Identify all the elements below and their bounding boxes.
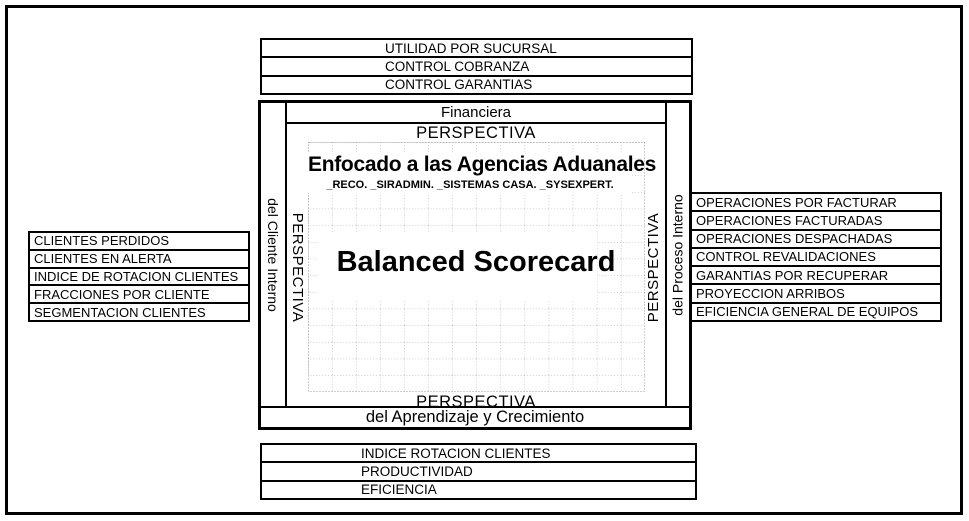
list-item-label: SEGMENTACION CLIENTES	[34, 304, 206, 320]
list-item-label: EFICIENCIA GENERAL DE EQUIPOS	[696, 304, 919, 320]
list-item-label: EFICIENCIA	[361, 482, 437, 498]
list-item-label: INDICE DE ROTACION CLIENTES	[34, 268, 239, 284]
client-perspective-strip	[261, 103, 287, 406]
list-item	[262, 445, 695, 463]
process-perspective-label: del Proceso Interno	[670, 193, 686, 316]
list-item	[692, 304, 940, 320]
financial-perspective-band	[287, 103, 665, 124]
scorecard-main-box	[258, 100, 692, 430]
perspective-top-label: PERSPECTIVA	[416, 124, 536, 142]
focus-title: Enfocado a las Agencias Aduanales	[308, 153, 656, 176]
list-item-label: PROYECCION ARRIBOS	[696, 286, 845, 302]
list-item	[692, 267, 940, 285]
list-item-label: CONTROL REVALIDACIONES	[696, 249, 876, 265]
list-item-label: OPERACIONES FACTURADAS	[696, 212, 883, 228]
list-item-label: CONTROL GARANTIAS	[385, 77, 533, 93]
learning-indicators-box	[260, 443, 697, 500]
list-item	[30, 251, 248, 269]
list-item	[262, 482, 695, 498]
perspective-bottom-label: PERSPECTIVA	[416, 393, 536, 411]
focus-block	[308, 152, 656, 193]
list-item-label: PRODUCTIVIDAD	[361, 463, 473, 479]
process-perspective-strip	[665, 103, 689, 406]
scorecard-inner-area	[287, 124, 665, 411]
list-item	[262, 77, 691, 93]
list-item	[262, 463, 695, 481]
list-item	[30, 304, 248, 320]
list-item	[262, 40, 691, 58]
process-indicators-box	[690, 192, 942, 322]
list-item-label: OPERACIONES DESPACHADAS	[696, 231, 893, 247]
list-item-label: UTILIDAD POR SUCURSAL	[385, 40, 557, 56]
list-item-label: CLIENTES PERDIDOS	[34, 233, 170, 249]
list-item-label: CONTROL COBRANZA	[385, 58, 530, 74]
client-indicators-box	[28, 231, 250, 322]
focus-caption: _RECO. _SIRADMIN. _SISTEMAS CASA. _SYSEXPERT.	[326, 179, 614, 191]
list-item-label: CLIENTES EN ALERTA	[34, 251, 172, 267]
list-item	[692, 212, 940, 230]
list-item	[692, 194, 940, 212]
perspective-left-label: PERSPECTIVA	[289, 212, 307, 322]
financial-indicators-box	[260, 38, 693, 95]
financial-perspective-label: Financiera	[440, 104, 512, 121]
learning-perspective-label: del Aprendizaje y Crecimiento	[365, 408, 585, 426]
list-item	[30, 233, 248, 251]
list-item-label: GARANTIAS POR RECUPERAR	[696, 267, 889, 283]
list-item	[692, 285, 940, 303]
list-item	[262, 58, 691, 76]
list-item-label: FRACCIONES POR CLIENTE	[34, 286, 210, 302]
list-item	[692, 231, 940, 249]
list-item	[692, 249, 940, 267]
center-title: Balanced Scorecard	[336, 246, 616, 278]
list-item	[30, 286, 248, 304]
list-item	[30, 269, 248, 287]
client-perspective-label: del Cliente Interno	[265, 197, 282, 312]
perspective-right-label: PERSPECTIVA	[645, 212, 663, 322]
list-item-label: INDICE ROTACION CLIENTES	[361, 445, 551, 461]
list-item-label: OPERACIONES POR FACTURAR	[696, 194, 897, 210]
